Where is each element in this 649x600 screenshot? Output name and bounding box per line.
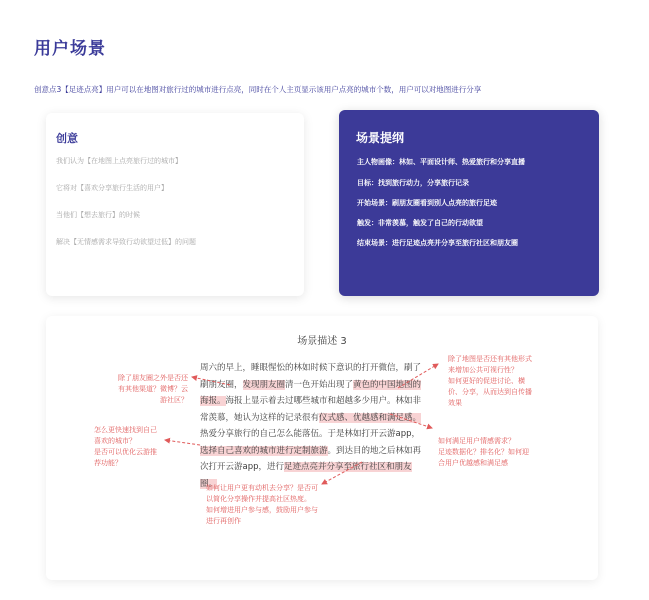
idea-item: 它将对【喜欢分享旅行生活的用户】 — [56, 184, 168, 192]
note-line: 进行再创作 — [206, 517, 241, 525]
story-highlight: 足迹点亮并分享至旅行社区和朋友圈。 — [200, 462, 412, 489]
note-line: 如何满足用户情感需求？ — [438, 437, 515, 445]
outline-item: 结束场景：进行足迹点亮并分享至旅行社区和朋友圈 — [357, 239, 518, 247]
note-line: 价、分享，从而达到自传播 — [448, 388, 532, 396]
story-highlight: 选择自己喜欢的城市进行定制旅游 — [200, 445, 328, 456]
arrow-left-mid — [165, 440, 200, 445]
story-text: 海报上显示着去过哪些城市和超越多少用户。林如非常羡慕，她认为这样的记录很有 — [200, 396, 422, 423]
idea-card-title: 创意 — [56, 132, 78, 145]
note-line: 如何增进用户参与感，鼓励用户参与 — [206, 506, 318, 514]
scene-title: 场景描述 3 — [297, 336, 347, 347]
note-line: 怎么更快速找到自己 — [94, 426, 157, 434]
arrow-left-top — [192, 377, 230, 385]
story-highlight: 黄色的中国地图的海报。 — [200, 379, 422, 406]
note-line: 荐功能？ — [94, 459, 122, 467]
story-highlight: 发现朋友圈 — [242, 379, 286, 390]
story-text: 热爱分享旅行的自己怎么能落伍。于是林如打开云游app， — [200, 429, 421, 439]
note-line: 除了地图是否还有其他形式 — [448, 355, 532, 363]
note-line: 是否可以优化云游推 — [94, 448, 157, 456]
note-line: 有其他渠道？微博？云 — [118, 385, 188, 393]
intro-text: 创意点3【足迹点亮】用户可以在地图对旅行过的城市进行点亮，同时在个人主页显示该用户点亮的城市个数，用户可以对地图进行分享 — [34, 85, 482, 94]
story-text: 。到达目的地之后林如再次打开云游app，进行 — [200, 445, 422, 472]
idea-item: 我们认为【在地图上点亮旅行过的城市】 — [56, 157, 182, 165]
note-line: 效果 — [448, 399, 462, 407]
outline-item: 主人物画像：林如、平面设计师、热爱旅行和分享直播 — [357, 158, 525, 166]
arrow-bottom — [322, 462, 362, 484]
arrow-right-mid — [390, 414, 432, 428]
outline-item: 目标：找到旅行动力，分享旅行记录 — [357, 179, 469, 187]
outline-item: 触发：非常羡慕，触发了自己的行动欲望 — [357, 219, 483, 227]
note-line: 足迹数据化？排名化？如何迎 — [438, 448, 529, 456]
outline-card-title: 场景提纲 — [356, 131, 405, 145]
idea-item: 解决【无情感需求导致行动欲望过低】的问题 — [56, 238, 196, 246]
note-line: 如何让用户更有动机去分享？是否可 — [206, 484, 318, 492]
story-text: 周六的早上，睡眼惺忪的林如时候下意识的打开微信，刷了刷朋友圈， — [200, 363, 422, 390]
note-line: 除了朋友圈之外是否还 — [118, 374, 188, 382]
note-line: 来增加公共可视行性？ — [448, 366, 518, 374]
outline-item: 开始场景：刷朋友圈看到别人点亮的旅行足迹 — [357, 199, 497, 207]
note-line: 如何更好的促进讨论、横 — [448, 377, 525, 385]
page-title: 用户场景 — [34, 39, 106, 59]
note-line: 以简化分享操作并提高社区热度。 — [206, 495, 311, 503]
story-text: 清一色开始出现了 — [285, 379, 354, 390]
story-highlight: 仪式感、优越感和满足感。 — [319, 412, 422, 423]
note-line: 游社区？ — [160, 396, 188, 404]
arrow-right-top — [398, 364, 438, 388]
idea-item: 当他们【想去旅行】的时候 — [56, 211, 140, 219]
note-line: 合用户优越感和满足感 — [438, 459, 508, 467]
note-line: 喜欢的城市？ — [94, 437, 136, 445]
